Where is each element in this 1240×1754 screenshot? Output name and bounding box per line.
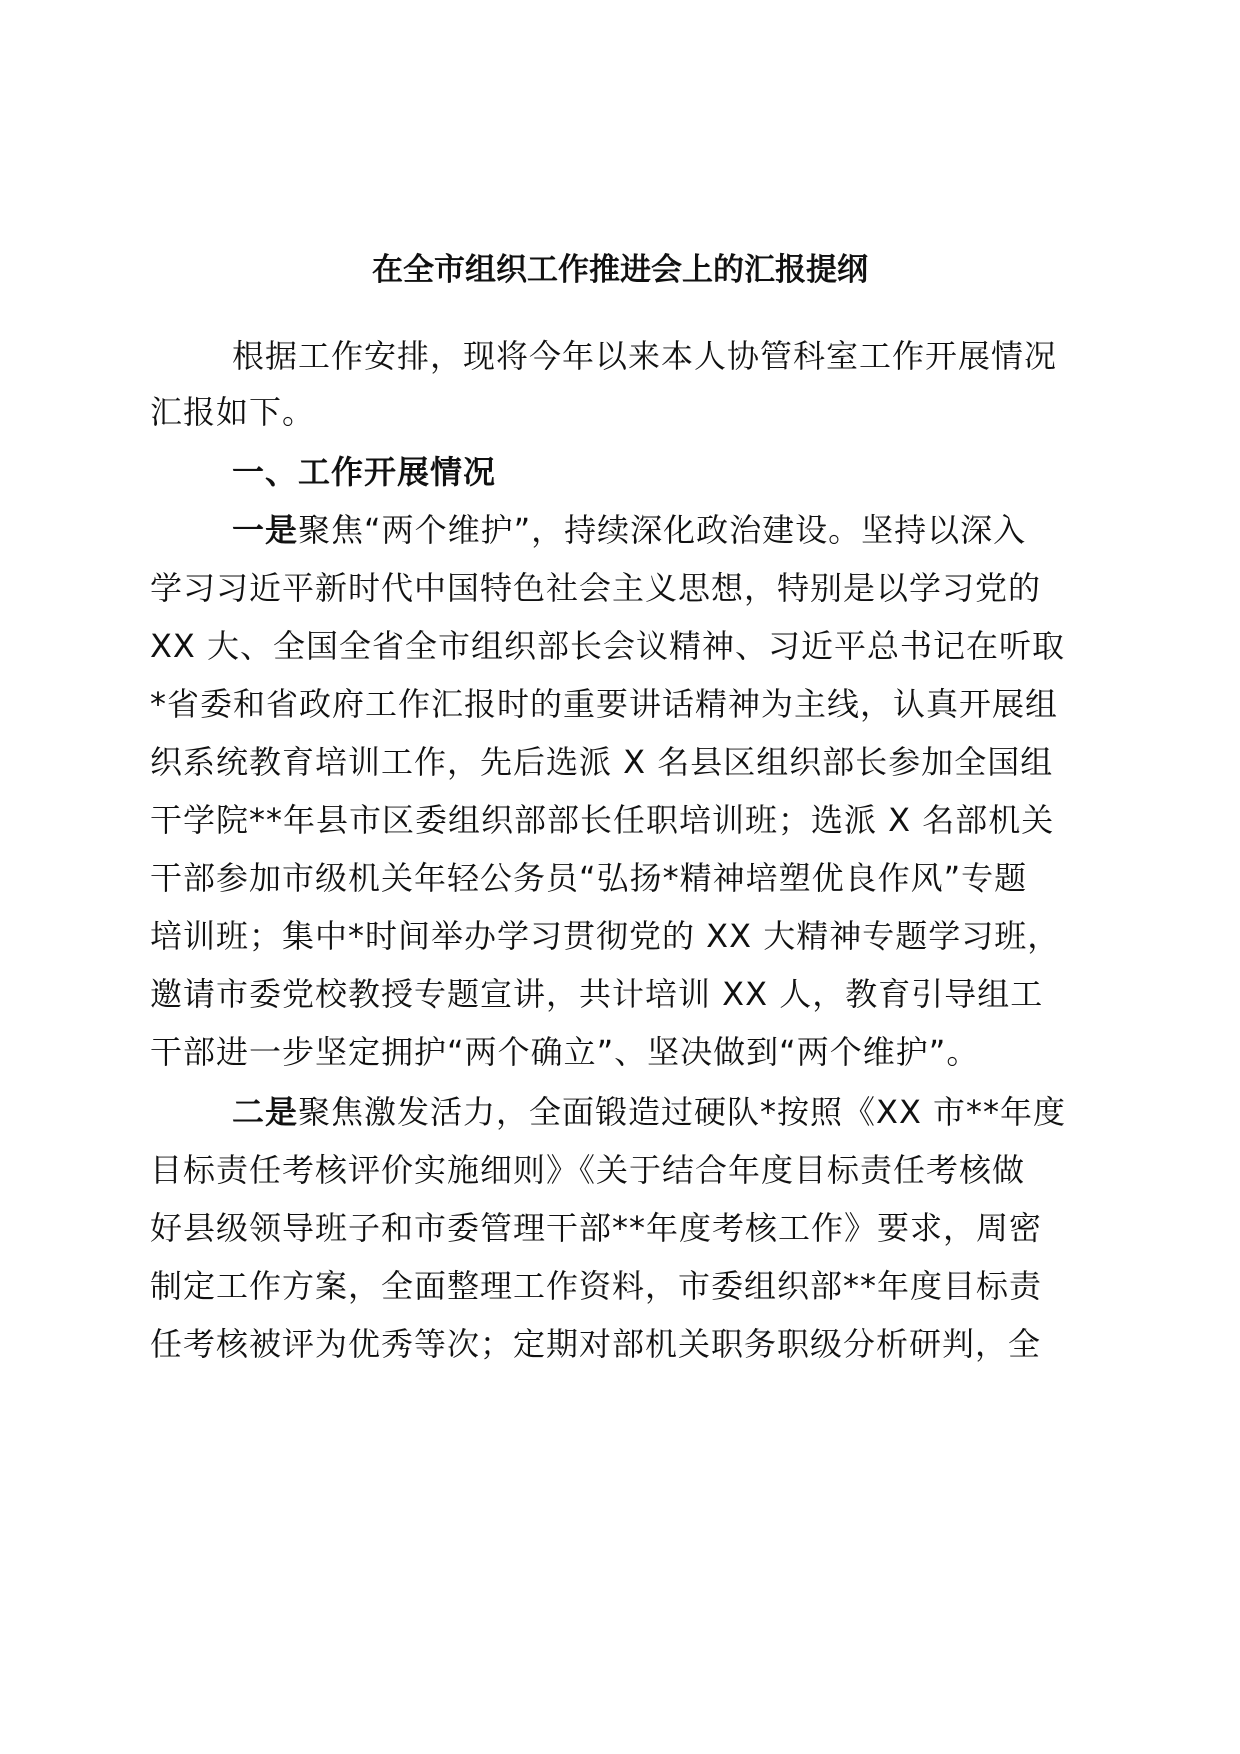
- item2-line-2: 目标责任考核评价实施细则》《关于结合年度目标责任考核做: [150, 1151, 1026, 1189]
- item1-lead: 一是: [232, 511, 299, 549]
- item2-line-5: 任考核被评为优秀等次；定期对部机关职务职级分析研判，全: [150, 1325, 1042, 1363]
- intro-line-2: 汇报如下。: [150, 393, 316, 431]
- item1-line-1-text: 聚焦“两个维护”，持续深化政治建设。坚持以深入: [298, 511, 1027, 549]
- item1-line-5: 织系统教育培训工作，先后选派 X 名县区组织部长参加全国组: [150, 743, 1054, 781]
- item1-line-7: 干部参加市级机关年轻公务员“弘扬*精神培塑优良作风”专题: [150, 859, 1028, 897]
- item1-line-4: *省委和省政府工作汇报时的重要讲话精神为主线，认真开展组: [150, 685, 1059, 723]
- item1-line-6: 干学院**年县市区委组织部部长任职培训班；选派 X 名部机关: [150, 801, 1055, 839]
- item1-line-2: 学习习近平新时代中国特色社会主义思想，特别是以学习党的: [150, 569, 1042, 607]
- item1-line-8: 培训班；集中*时间举办学习贯彻党的 XX 大精神专题学习班，: [150, 917, 1061, 955]
- section-heading-1: 一、工作开展情况: [232, 453, 497, 491]
- item1-line-10: 干部进一步坚定拥护“两个确立”、坚决做到“两个维护”。: [150, 1033, 980, 1071]
- item2-line-1-text: 聚焦激发活力，全面锻造过硬队*按照《XX 市**年度: [298, 1093, 1067, 1131]
- document-title: 在全市组织工作推进会上的汇报提纲: [372, 252, 868, 288]
- item1-line-3: XX 大、全国全省全市组织部长会议精神、习近平总书记在听取: [150, 627, 1066, 665]
- item1-line-9: 邀请市委党校教授专题宣讲，共计培训 XX 人，教育引导组工: [150, 975, 1044, 1013]
- intro-line-1: 根据工作安排，现将今年以来本人协管科室工作开展情况: [232, 337, 1058, 375]
- item2-lead: 二是: [232, 1093, 299, 1131]
- item2-line-4: 制定工作方案，全面整理工作资料，市委组织部**年度目标责: [150, 1267, 1043, 1305]
- item2-line-1: [232, 1082, 1066, 1142]
- item1-line-1: [232, 500, 1026, 560]
- item2-line-3: 好县级领导班子和市委管理干部**年度考核工作》要求，周密: [150, 1209, 1043, 1247]
